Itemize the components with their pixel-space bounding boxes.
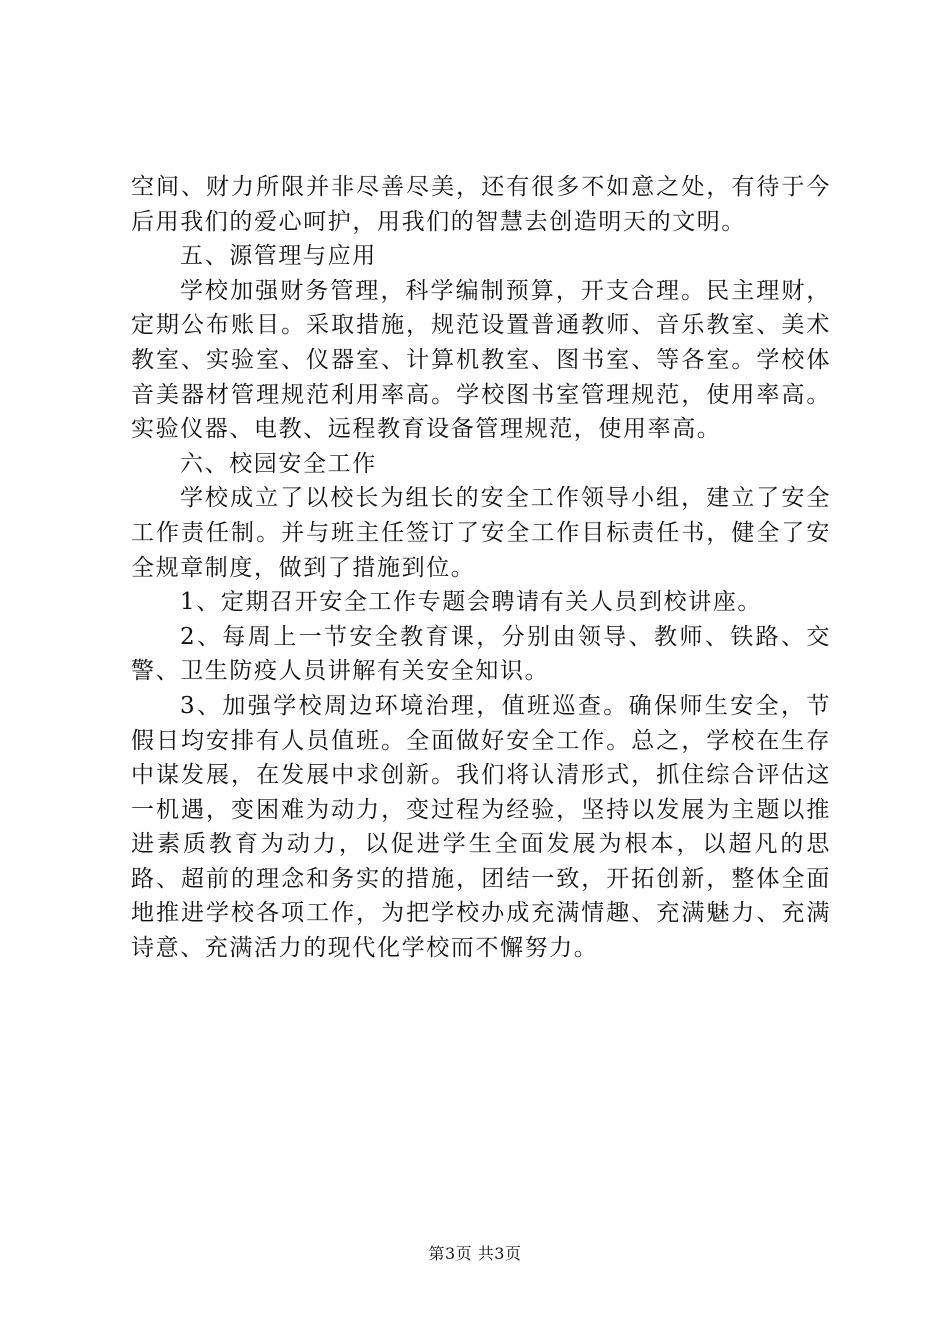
section-heading-resource-management: 五、源管理与应用 — [180, 243, 377, 270]
document-body — [131, 170, 831, 966]
list-item-safety-2: 2、每周上一节安全教育课，分别由领导、教师、铁路、交警、卫生防疫人员讲解有关安全知识。 — [131, 623, 831, 685]
list-item-safety-3: 3、加强学校周边环境治理，值班巡查。确保师生安全，节假日均安排有人员值班。全面做好安全工作。总之，学校在生存中谋发展，在发展中求创新。我们将认清形式，抓住综合评估这一机遇，变困难为动力，变过程为经验，坚持以发展为主题以推进素质教育为动力，以促进学生全面发展为根本，以超凡的思路、超前的理念和务实的措施，团结一致，开拓创新，整体全面地推进学校各项工作，为把学校办成充满情趣、充满魅力、充满诗意、充满活力的现代化学校而不懈努力。 — [131, 692, 831, 962]
paragraph-safety-group: 学校成立了以校长为组长的安全工作领导小组，建立了安全工作责任制。并与班主任签订了安全工作目标责任书，健全了安全规章制度，做到了措施到位。 — [131, 485, 831, 581]
paragraph-continuation: 空间、财力所限并非尽善尽美，还有很多不如意之处，有待于今后用我们的爱心呵护，用我们的智慧去创造明天的文明。 — [131, 174, 831, 235]
list-item-safety-1: 1、定期召开安全工作专题会聘请有关人员到校讲座。 — [180, 589, 763, 616]
paragraph-finance: 学校加强财务管理，科学编制预算，开支合理。民主理财，定期公布账目。采取措施，规范设置普通教师、音乐教室、美术教室、实验室、仪器室、计算机教室、图书室、等各室。学校体音美器材管理规范利用率高。学校图书室管理规范，使用率高。实验仪器、电教、远程教育设备管理规范，使用率高。 — [131, 277, 831, 443]
page-number-footer: 第3页 共3页 — [428, 1244, 522, 1263]
section-heading-campus-safety: 六、校园安全工作 — [180, 450, 377, 477]
